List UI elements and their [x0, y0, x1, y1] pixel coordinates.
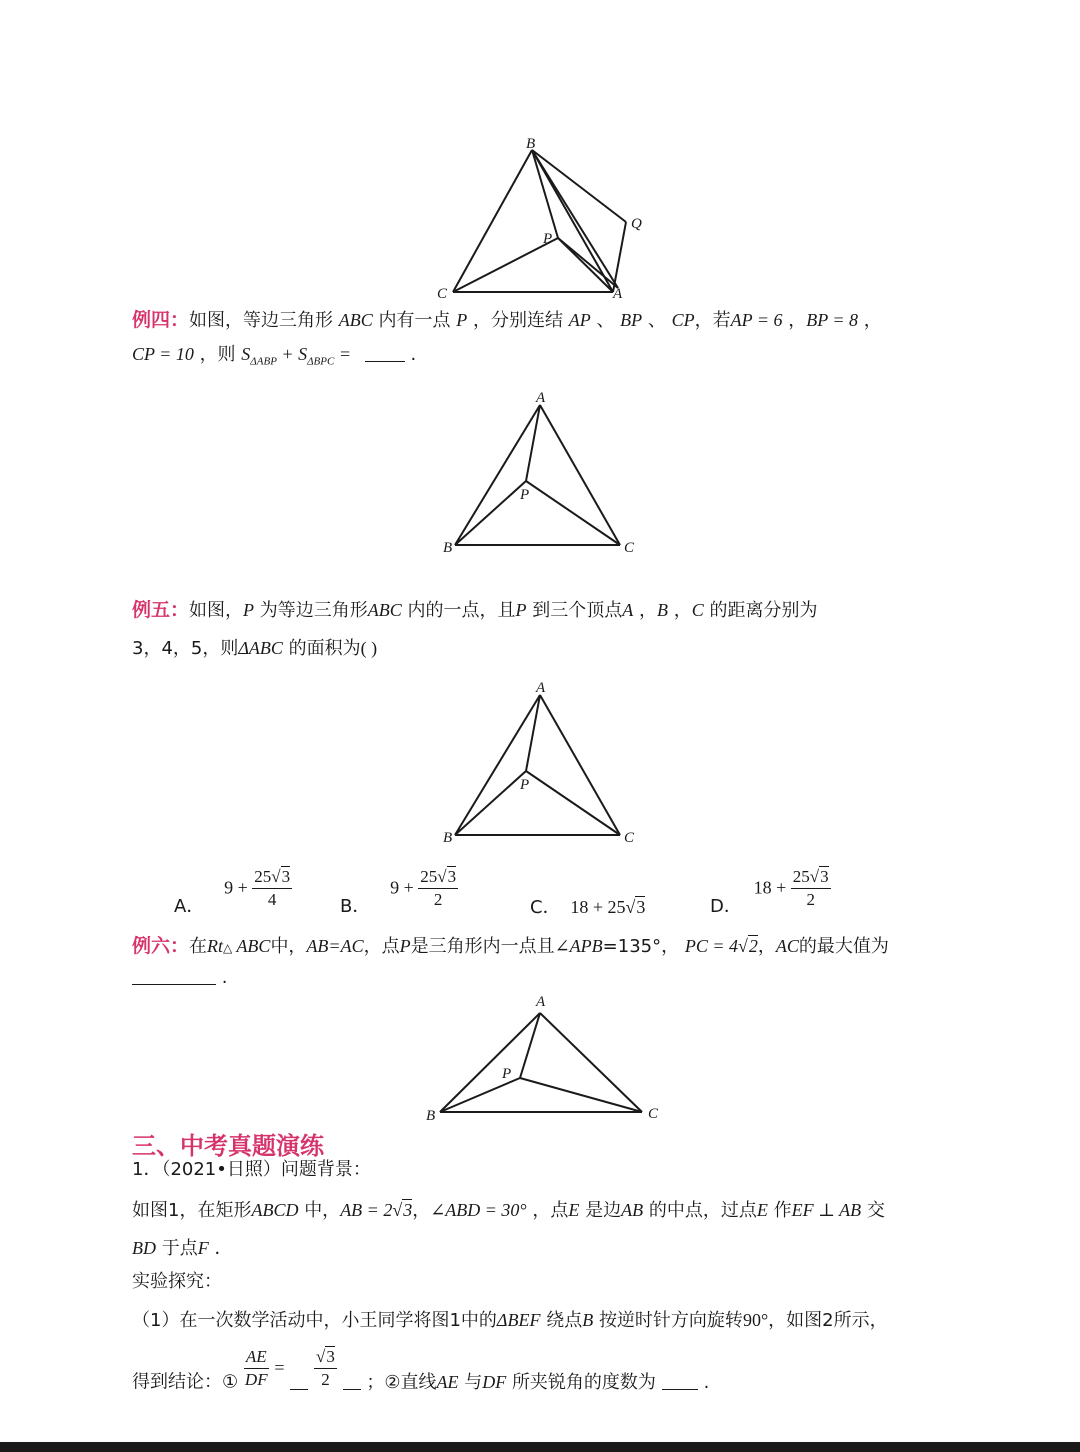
ex6-pc: PC = 4√2: [684, 936, 758, 956]
ex4-eq-cp: CP = 10: [132, 344, 194, 364]
option-a-fraction: $\frac{25√3}{4}$: [254, 867, 291, 909]
example-6-label: 例六: [132, 935, 171, 957]
bg-text-4: ，点: [532, 1200, 569, 1221]
bg-ab-rad: 3: [403, 1200, 413, 1220]
p1-ratio-num: AE: [244, 1346, 269, 1369]
label-p: P: [520, 487, 530, 503]
bg-text-5: 是边: [585, 1200, 622, 1221]
ex6-triangle-symbol: △: [223, 941, 233, 955]
edge-cp: [526, 771, 620, 835]
option-d-num: 25: [792, 867, 810, 886]
ex6-text-1: 在: [189, 936, 208, 957]
ex5-b: B: [656, 600, 668, 620]
example-4-line2: [132, 342, 416, 374]
p1-equals: =: [274, 1357, 285, 1378]
figure-equilateral-2: [430, 385, 650, 560]
bg-text-8: 交: [866, 1200, 885, 1221]
option-c-value: 18 + 25√3: [570, 897, 646, 917]
p1-text-5: ；②直线: [366, 1371, 437, 1393]
bg-ab-value: AB = 2√3: [340, 1200, 413, 1220]
ex6-text-4: 是三角形内一点且: [410, 936, 555, 957]
p1-rest: [366, 1372, 709, 1393]
ex5-a: A: [622, 600, 634, 620]
ex6-pc-text: PC = 4: [684, 936, 738, 956]
ex6-rt: Rt: [207, 936, 224, 956]
label-c: C: [648, 1106, 659, 1122]
bg-ab-text: AB = 2: [340, 1200, 393, 1220]
label-p: P: [543, 231, 553, 247]
ex4-text-5: ，则: [199, 344, 236, 365]
bg-perpendicular: EF ⊥ AB: [791, 1200, 862, 1220]
ex4-text-2: 内有一点: [378, 310, 451, 331]
option-a-rad: 3: [281, 867, 291, 886]
option-b-num: 25: [420, 867, 438, 886]
bg-bd: BD: [132, 1238, 156, 1258]
part-1-line1: [132, 1308, 888, 1333]
question-1-heading: 1．（2021•日照）问题背景：: [132, 1159, 371, 1180]
option-c-rad: 3: [636, 897, 646, 917]
ex4-bp: BP: [620, 310, 643, 330]
example-5-line1: [132, 598, 817, 623]
explore-heading: 实验探究：: [132, 1271, 222, 1292]
ex5-c: C: [691, 600, 704, 620]
ex4-comma-1: ，: [788, 310, 807, 331]
bg-text-10: ．: [214, 1238, 233, 1259]
p1-df: DF: [482, 1371, 507, 1392]
ex6-p: P: [399, 936, 411, 956]
ex4-text-3: ，分别连结: [472, 310, 563, 331]
background-line1: [132, 1198, 885, 1223]
ex6-text-6: ，: [757, 936, 776, 957]
edge-bp: [455, 481, 526, 545]
label-c: C: [437, 286, 448, 302]
bg-text-3: ，: [412, 1200, 431, 1221]
ex5-text-1: 如图，: [189, 600, 244, 621]
ex6-end: .: [221, 967, 228, 988]
bg-e-2: E: [756, 1200, 768, 1220]
label-p: P: [502, 1066, 512, 1082]
ex6-text-2: 中，: [270, 936, 307, 957]
p1-text-1: （1）在一次数学活动中，小王同学将图1中的: [132, 1310, 497, 1331]
ex4-sep-2: 、: [647, 310, 666, 331]
label-a: A: [536, 994, 546, 1010]
ex6-angle: ∠APB: [554, 936, 603, 956]
p1-blank-right: [343, 1389, 361, 1390]
ex5-answer-paren: ( ): [360, 638, 378, 658]
example-5-label: 例五: [132, 599, 171, 621]
ex5-abc: ABC: [367, 600, 402, 620]
p1-angle-blank: [662, 1389, 698, 1390]
edge-cp: [526, 481, 620, 545]
example-5-line2: [132, 636, 377, 661]
bg-angle: ∠ABD = 30°: [430, 1200, 527, 1220]
label-a: A: [536, 390, 546, 406]
ex4-answer-blank: [365, 361, 405, 362]
figure-equilateral-3: [430, 675, 650, 850]
edge-bp: [532, 150, 558, 238]
label-a: A: [536, 680, 546, 696]
label-b: B: [443, 540, 453, 556]
ex5-text-3: 内的一点，且: [407, 600, 516, 621]
bg-f: F: [197, 1238, 209, 1258]
p1-text-2: 绕点: [546, 1310, 583, 1331]
edge-ac: [540, 405, 620, 545]
ex5-text-5: 的距离分别为: [709, 600, 818, 621]
ex4-s-1: S: [241, 344, 251, 364]
p1-bef: ΔBEF: [496, 1310, 541, 1330]
ex4-plus: +: [276, 344, 299, 364]
p1-answer-den: 2: [321, 1370, 330, 1389]
bg-text-1: 如图1，在矩形: [132, 1200, 252, 1221]
ex4-p: P: [456, 310, 468, 330]
p1-text-7: 所夹锐角的度数为: [511, 1371, 656, 1393]
label-b: B: [426, 1108, 436, 1124]
ex6-text-3: ，点: [363, 936, 400, 957]
label-b: B: [443, 830, 453, 846]
figure-right-triangle: [420, 988, 670, 1128]
example-6-line1: [132, 934, 889, 960]
ex5-p-2: P: [515, 600, 527, 620]
label-p: P: [520, 777, 530, 793]
p1-ratio-den: DF: [244, 1370, 268, 1389]
label-c: C: [624, 540, 635, 556]
ex4-equals: =: [334, 344, 351, 364]
example-4-colon: ：: [170, 309, 190, 331]
option-c-text: 18 + 25: [570, 897, 626, 917]
example-4-line1: [132, 308, 882, 333]
p1-answer-fraction: $\frac{√3}{2}$: [316, 1347, 335, 1389]
option-c-letter: C．: [530, 897, 561, 918]
ex6-pc-rad: 2: [748, 936, 758, 956]
ex4-abc: ABC: [338, 310, 373, 330]
ex5-p: P: [243, 600, 255, 620]
option-a-letter: A．: [174, 895, 205, 917]
bg-text-2: 中，: [304, 1200, 341, 1221]
example-5-colon: ：: [170, 599, 190, 621]
option-a[interactable]: [174, 866, 292, 919]
option-d-den: 2: [806, 890, 815, 909]
ex6-abc: ABC: [232, 936, 271, 956]
ex5-text-4: 到三个顶点: [532, 600, 623, 621]
option-a-whole: 9 +: [224, 877, 253, 898]
label-q: Q: [631, 216, 642, 232]
p1-degree: 90°: [742, 1310, 769, 1330]
bg-e: E: [568, 1200, 580, 1220]
option-d-whole: 18 +: [753, 877, 791, 898]
p1-answer-rad: 3: [326, 1347, 335, 1366]
option-b-fraction: $\frac{25√3}{2}$: [420, 867, 457, 909]
ex4-sub-bpc: ΔBPC: [307, 355, 335, 368]
ex4-eq-bp: BP = 8: [806, 310, 859, 330]
ex5-distances: 3，4，5，则: [132, 638, 239, 659]
ex4-area-sum: [241, 344, 351, 368]
option-b-whole: 9 +: [390, 877, 419, 898]
option-c[interactable]: [530, 895, 645, 920]
bg-text-7: 作: [773, 1200, 792, 1221]
example-6-colon: ：: [170, 935, 190, 957]
p1-ratio-fraction: [244, 1346, 269, 1391]
p1-ae: AE: [436, 1371, 459, 1392]
ex4-ap: AP: [568, 310, 591, 330]
edge-ac: [540, 695, 620, 835]
p1-conclusion: 得到结论：①: [132, 1371, 239, 1393]
ex6-ac: AC: [775, 936, 799, 956]
ex6-text-7: 的最大值为: [798, 936, 889, 957]
bg-text-6: 的中点，过点: [648, 1200, 757, 1221]
ex4-s-2: S: [298, 344, 308, 364]
ex4-sub-abp: ΔABP: [250, 355, 277, 368]
edge-bq: [532, 150, 626, 222]
edge-p-inner: [558, 238, 618, 288]
ex6-answer-blank: [132, 984, 216, 985]
p1-text-3: 按逆时针方向旋转: [598, 1310, 743, 1331]
option-a-num: 25: [254, 867, 272, 886]
label-c: C: [624, 830, 635, 846]
p1-b: B: [582, 1310, 594, 1330]
label-b: B: [526, 136, 536, 152]
p1-text-4: ，如图2所示，: [768, 1310, 888, 1331]
ex4-end: .: [410, 344, 417, 365]
option-d-rad: 3: [820, 867, 829, 886]
ex4-text-1: 如图，等边三角形: [189, 310, 334, 331]
bottom-bar: [0, 1442, 1080, 1452]
option-b-den: 2: [433, 890, 443, 909]
ex4-cp: CP: [671, 310, 695, 330]
ex5-text-6: 的面积为: [288, 638, 361, 659]
bg-ab: AB: [621, 1200, 644, 1220]
p1-blank-left: [290, 1389, 308, 1390]
ex4-text-4: ，若: [694, 310, 731, 331]
option-b-letter: B．: [340, 895, 371, 917]
ex4-sep-1: 、: [596, 310, 615, 331]
option-d[interactable]: [710, 866, 831, 919]
p1-end: .: [703, 1371, 710, 1393]
label-a: A: [613, 286, 623, 302]
ex6-ab-eq-ac: AB=AC: [306, 936, 364, 956]
ex5-triangle: ΔABC: [238, 638, 283, 658]
option-d-fraction: $\frac{25√3}{2}$: [792, 867, 829, 909]
bg-text-9: 于点: [161, 1238, 198, 1259]
ex5-comma-2: ，: [673, 600, 692, 621]
section-title: 三、中考真题演练: [132, 1132, 324, 1160]
ex4-eq-ap: AP = 6: [730, 310, 783, 330]
ex6-text-5: =135°，: [602, 936, 680, 957]
ex5-comma-1: ，: [638, 600, 657, 621]
background-line2: [132, 1236, 232, 1261]
option-b[interactable]: [340, 866, 458, 919]
example-4-label: 例四: [132, 309, 171, 331]
option-d-letter: D．: [710, 895, 742, 917]
example-6-line2: [132, 966, 227, 990]
edge-bp: [455, 771, 526, 835]
bg-abcd: ABCD: [251, 1200, 299, 1220]
option-b-rad: 3: [447, 867, 457, 886]
part-1-line2: [132, 1346, 709, 1395]
p1-text-6: 与: [464, 1371, 483, 1393]
figure-rotation-triangle: [420, 130, 660, 305]
ex5-text-2: 为等边三角形: [259, 600, 368, 621]
ex4-comma-2: ，: [863, 310, 882, 331]
edge-bp: [440, 1078, 520, 1112]
option-a-den: 4: [267, 890, 277, 909]
edge-bq-inner: [532, 150, 618, 288]
